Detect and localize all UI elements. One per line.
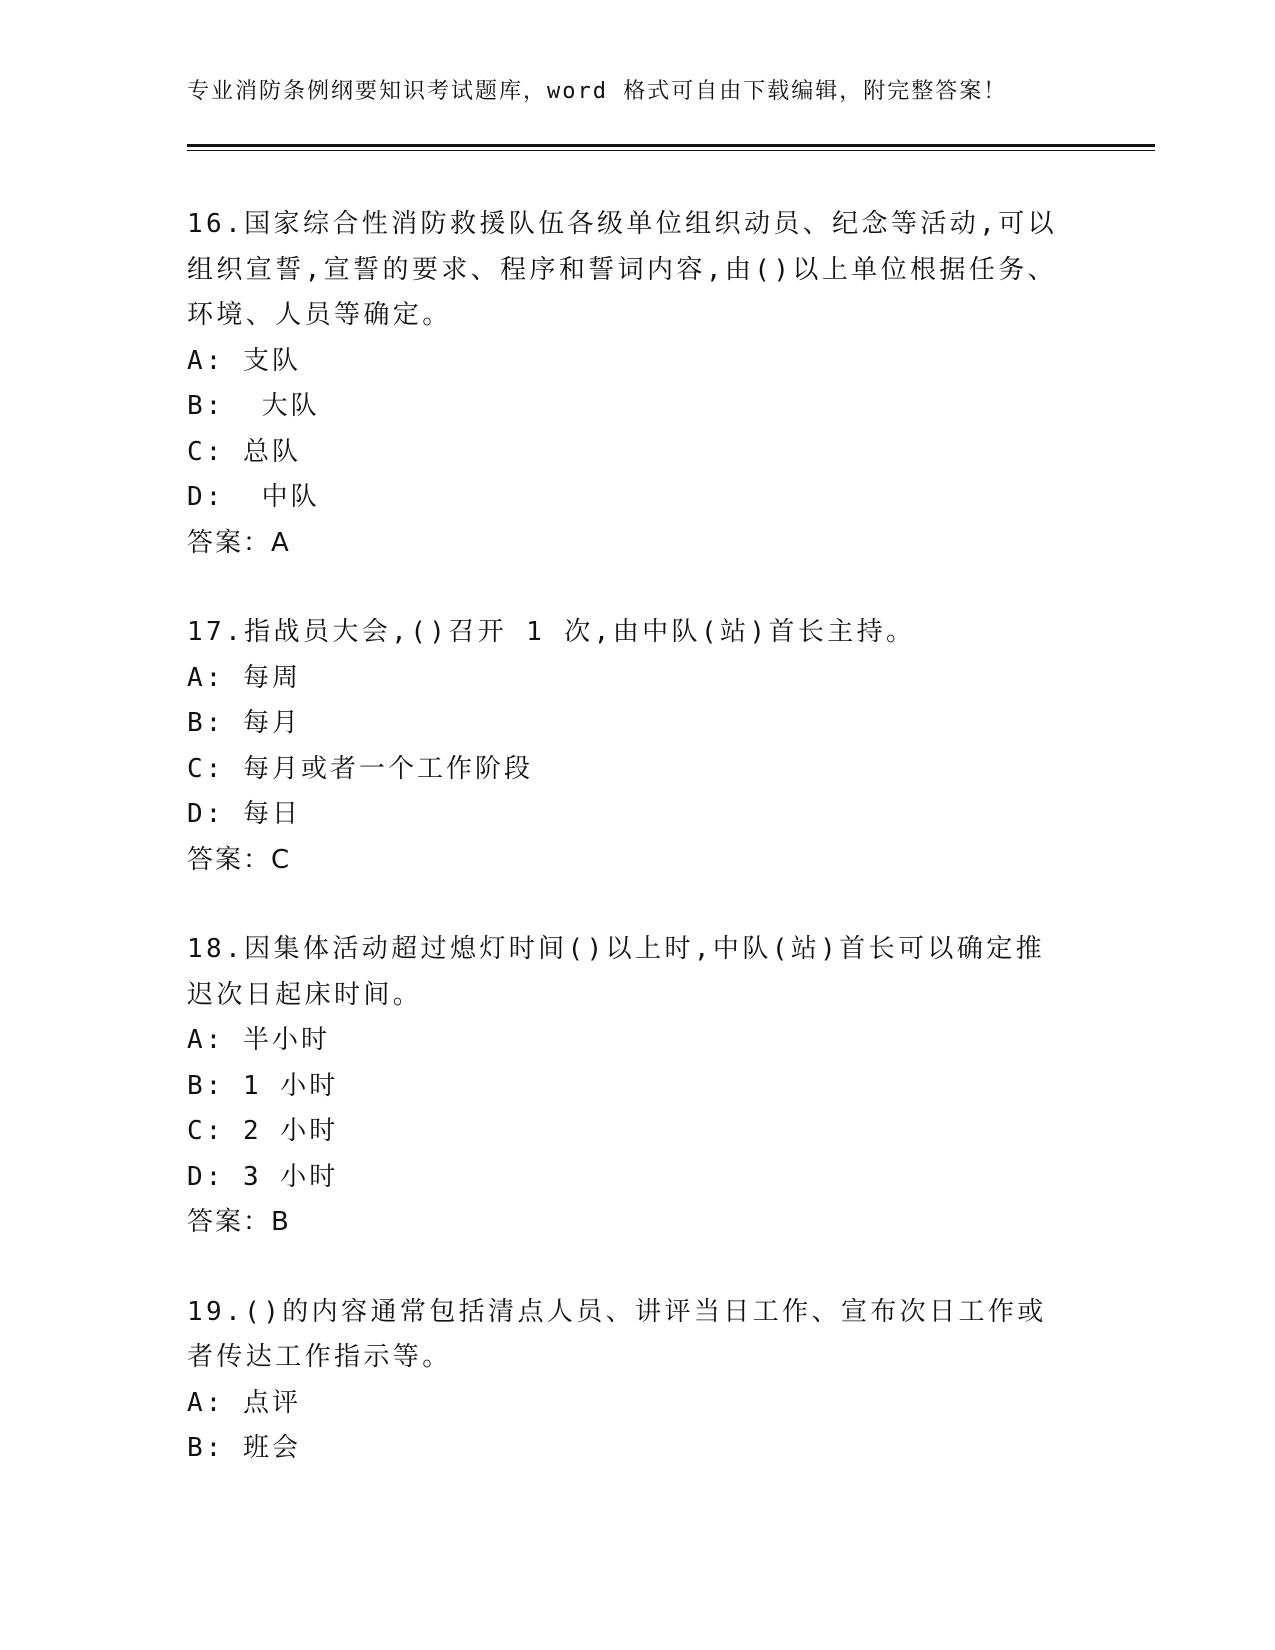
question-16 bbox=[187, 202, 1067, 566]
header-rule-thick bbox=[187, 144, 1155, 147]
option-d: D: 中队 bbox=[187, 482, 320, 512]
option-b: B: 每月 bbox=[187, 708, 301, 738]
option-b: B: 1 小时 bbox=[187, 1070, 339, 1101]
question-stem: 16.国家综合性消防救援队伍各级单位组织动员、纪念等活动,可以组织宣誓,宣誓的要求、程序和誓词内容,由()以上单位根据任务、环境、人员等确定。 bbox=[187, 209, 1058, 330]
option-a: A: 支队 bbox=[187, 345, 301, 376]
question-18 bbox=[187, 927, 1067, 1246]
document-header: 专业消防条例纲要知识考试题库，word 格式可自由下载编辑，附完整答案！ bbox=[187, 79, 1008, 104]
answer: 答案：C bbox=[187, 844, 292, 875]
option-b: B: 班会 bbox=[187, 1433, 301, 1463]
question-list bbox=[187, 202, 1067, 1516]
option-c: C: 每月或者一个工作阶段 bbox=[187, 753, 533, 784]
option-b: B: 大队 bbox=[187, 391, 320, 421]
option-a: A: 每周 bbox=[187, 662, 301, 693]
option-a: A: 半小时 bbox=[187, 1025, 330, 1055]
answer: 答案：A bbox=[187, 527, 291, 558]
question-stem: 18.因集体活动超过熄灯时间()以上时,中队(站)首长可以确定推迟次日起床时间。 bbox=[187, 934, 1046, 1010]
header-rule-thin bbox=[187, 150, 1155, 151]
option-c: C: 2 小时 bbox=[187, 1116, 339, 1146]
question-stem: 19.()的内容通常包括清点人员、讲评当日工作、宣布次日工作或者传达工作指示等。 bbox=[187, 1296, 1047, 1372]
answer: 答案：B bbox=[187, 1207, 291, 1237]
option-d: D: 每日 bbox=[187, 799, 301, 829]
option-c: C: 总队 bbox=[187, 436, 301, 467]
option-a: A: 点评 bbox=[187, 1387, 301, 1418]
question-19 bbox=[187, 1290, 1067, 1472]
option-d: D: 3 小时 bbox=[187, 1161, 339, 1192]
question-stem: 17.指战员大会,()召开 1 次,由中队(站)首长主持。 bbox=[187, 617, 916, 647]
question-17 bbox=[187, 610, 1067, 883]
